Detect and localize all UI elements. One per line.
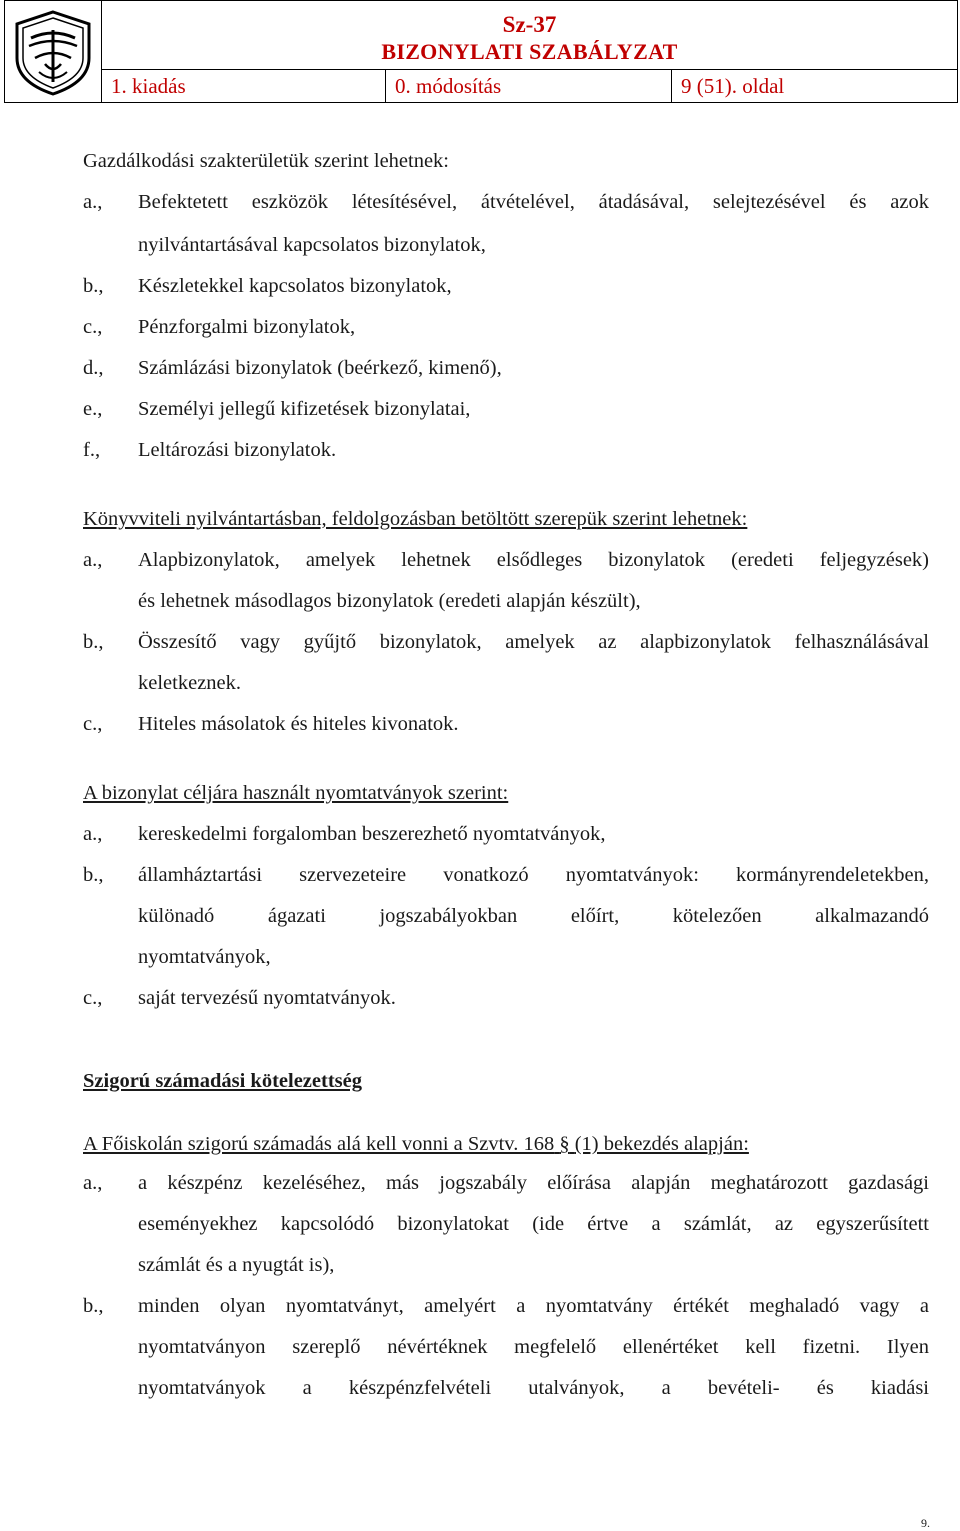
list-item-line: Számlázási bizonylatok (beérkező, kimenő), <box>138 357 502 379</box>
logo-emblem-icon <box>11 8 95 96</box>
document-code: Sz-37 <box>502 12 557 37</box>
edition-cell: 1. kiadás <box>102 70 386 103</box>
section2-heading: Könyvviteli nyilvántartásban, feldolgozásban betöltött szerepük szerint lehetnek: <box>83 508 748 530</box>
list-item-label: e., <box>83 398 103 420</box>
list-item-line: a készpénz kezeléséhez, más jogszabály előírása alapján meghatározott gazdasági <box>138 1172 929 1194</box>
list-item-label: c., <box>83 713 103 735</box>
list-item-label: b., <box>83 275 104 297</box>
list-item-label: a., <box>83 823 103 845</box>
list-item-label: b., <box>83 631 104 653</box>
list-item-line: Készletekkel kapcsolatos bizonylatok, <box>138 275 452 297</box>
list-item-line: Befektetett eszközök létesítésével, átvételével, átadásával, selejtezésével és azok <box>138 191 929 213</box>
list-item-label: a., <box>83 549 103 571</box>
list-item-line: nyomtatványok, <box>138 946 271 968</box>
list-item-label: f., <box>83 439 101 461</box>
list-item-line: nyomtatványon szereplő névértéknek megfelelő ellenértéket kell fizetni. Ilyen <box>138 1336 929 1358</box>
section3-heading: A bizonylat céljára használt nyomtatványok szerint: <box>83 782 509 804</box>
list-item-line: Alapbizonylatok, amelyek lehetnek elsődleges bizonylatok (eredeti feljegyzések) <box>138 549 929 571</box>
list-item-label: a., <box>83 191 103 213</box>
list-item-line: Személyi jellegű kifizetések bizonylatai, <box>138 398 471 420</box>
list-item-line: saját tervezésű nyomtatványok. <box>138 987 396 1009</box>
section-symbol: § <box>559 1133 570 1155</box>
list-item-line: eseményekhez kapcsolódó bizonylatokat (ide értve a számlát, az egyszerűsített <box>138 1213 929 1235</box>
list-item-line: kereskedelmi forgalomban beszerezhető nyomtatványok, <box>138 823 606 845</box>
list-item-line: Összesítő vagy gyűjtő bizonylatok, amelyek az alapbizonylatok felhasználásával <box>138 631 929 653</box>
list-item-label: d., <box>83 357 104 379</box>
revision-cell: 0. módosítás <box>386 70 672 103</box>
list-item-line: keletkeznek. <box>138 672 242 694</box>
list-item-label: a., <box>83 1172 103 1194</box>
page-cell: 9 (51). oldal <box>681 74 785 98</box>
list-item-line: minden olyan nyomtatványt, amelyért a nyomtatvány értékét meghaladó vagy a <box>138 1295 929 1317</box>
list-item-line: különadó ágazati jogszabályokban előírt, kötelezően alkalmazandó <box>138 905 929 927</box>
document-header <box>4 0 958 103</box>
list-item-line: és lehetnek másodlagos bizonylatok (eredeti alapján készült), <box>138 590 641 612</box>
document-title: BIZONYLATI SZABÁLYZAT <box>381 39 678 64</box>
list-item-line: Hiteles másolatok és hiteles kivonatok. <box>138 713 459 735</box>
section4-heading-pre: A Főiskolán szigorú számadás alá kell vonni a Szvtv. 168 <box>83 1133 555 1155</box>
section1-heading: Gazdálkodási szakterületük szerint lehetnek: <box>83 150 450 172</box>
list-item-label: b., <box>83 1295 104 1317</box>
list-item-line: számlát és a nyugtát is), <box>138 1254 335 1276</box>
section4-heading <box>83 1132 749 1156</box>
section4-title: Szigorú számadási kötelezettség <box>83 1070 362 1092</box>
list-item-label: b., <box>83 864 104 886</box>
list-item-line: Leltározási bizonylatok. <box>138 439 337 461</box>
list-item-line: államháztartási szervezeteire vonatkozó nyomtatványok: kormányrendeletekben, <box>138 864 929 886</box>
list-item-line: nyilvántartásával kapcsolatos bizonylatok, <box>138 234 486 256</box>
institution-logo <box>5 1 102 102</box>
footer-page-number: 9. <box>921 1516 930 1530</box>
list-item-label: c., <box>83 316 103 338</box>
list-item-line: Pénzforgalmi bizonylatok, <box>138 316 356 338</box>
list-item-line: nyomtatványok a készpénzfelvételi utalványok, a bevételi- és kiadási <box>138 1377 929 1399</box>
section4-heading-post: (1) bekezdés alapján: <box>574 1133 749 1155</box>
list-item-label: c., <box>83 987 103 1009</box>
